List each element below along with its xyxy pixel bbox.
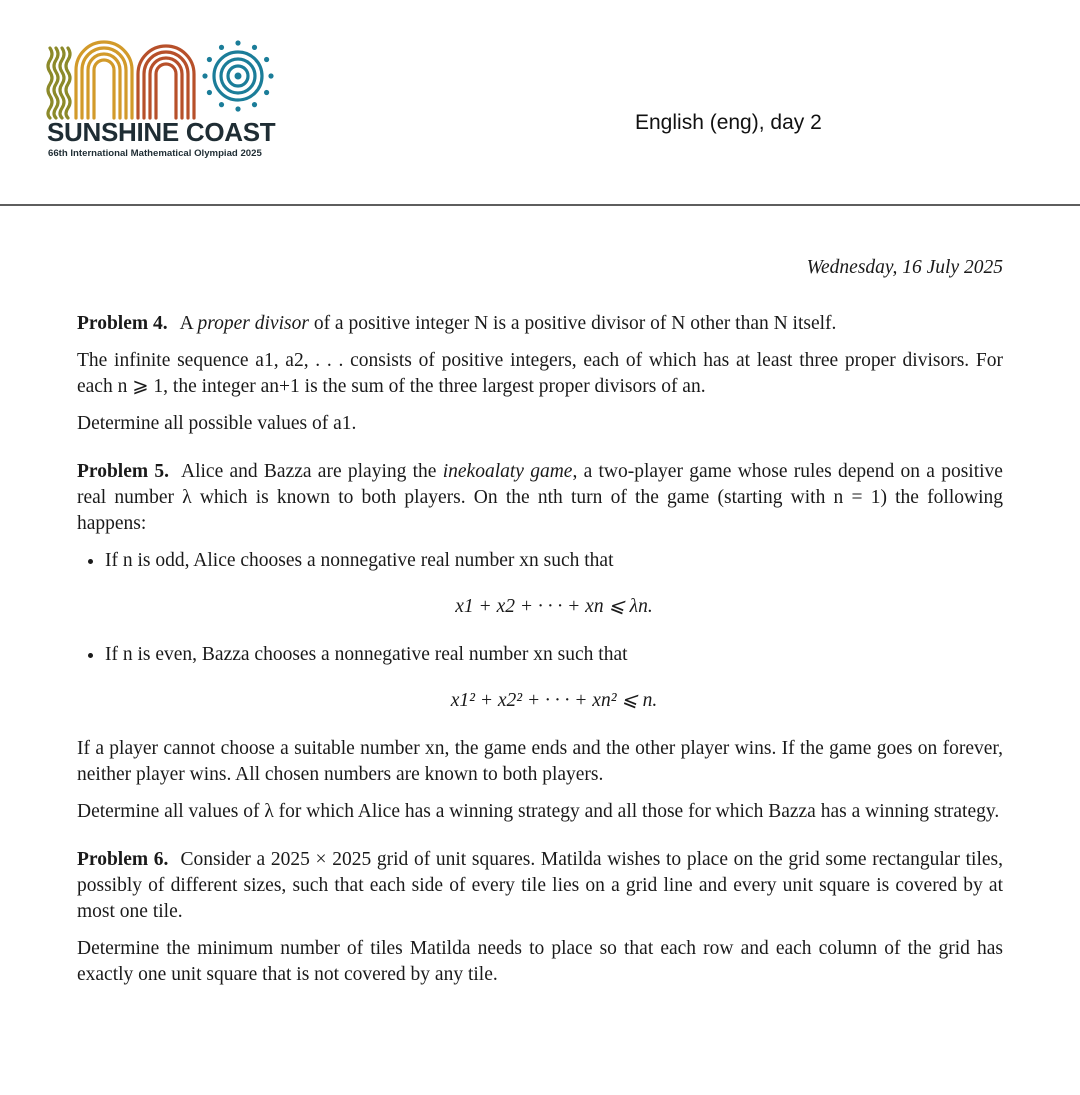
term-proper-divisor: proper divisor bbox=[197, 313, 309, 334]
problem-5-question: Determine all values of λ for which Alice has a winning strategy and all those for which Bazza has a winning strategy. bbox=[77, 801, 1000, 822]
rule-even-turn bbox=[105, 642, 1003, 714]
term-inekoalaty-game: inekoalaty game bbox=[442, 461, 573, 482]
problem-6 bbox=[77, 847, 1003, 988]
gold-arches bbox=[76, 42, 132, 118]
exam-content bbox=[77, 255, 1003, 999]
problem-6-question: Determine the minimum number of tiles Matilda needs to place so that each row and each column of the grid has exactly one unit square that is not covered by any tile. bbox=[77, 938, 1003, 985]
problem-6-title: Problem 6. bbox=[77, 849, 169, 870]
rust-arches bbox=[138, 46, 194, 118]
problem-5-statement: Problem 5. Alice and Bazza are playing the inekoalaty game, a two-player game whose rules depend on a positive real number λ which is known to both players. On the nth turn of the game (starting with n = 1) the following happens: bbox=[77, 461, 1003, 534]
problem-5-title: Problem 5. bbox=[77, 461, 170, 482]
problem-6-setup: Consider a 2025 × 2025 grid of unit squares. Matilda wishes to place on the grid some rectangular tiles, possibly of different sizes, such that each side of every tile lies on a grid line and every unit square is covered by at most one tile. bbox=[77, 849, 1003, 922]
problem-4-statement: Problem 4. A proper divisor of a positive integer N is a positive divisor of N other than N itself. bbox=[77, 313, 837, 334]
problem-5-end-condition: If a player cannot choose a suitable number xn, the game ends and the other player wins. If the game goes on forever, neither player wins. All chosen numbers are known to both players. bbox=[77, 738, 1003, 785]
problem-5 bbox=[77, 459, 1003, 825]
rule-odd-text: If n is odd, Alice chooses a nonnegative real number xn such that bbox=[105, 550, 614, 571]
problem-5-rules: , a two-player game whose rules depend on a positive real number λ which is known to both players. On the nth turn of the game (starting with n = 1) the following happens: bbox=[77, 461, 1003, 534]
logo-title: SUNSHINE COAST bbox=[47, 117, 276, 147]
rule-odd-turn bbox=[105, 548, 1003, 620]
language-day-label: English (eng), day 2 bbox=[635, 111, 822, 134]
problem-6-statement bbox=[77, 847, 1003, 925]
problem-4 bbox=[77, 311, 1003, 437]
logo-subtitle: 66th International Mathematical Olympiad 2025 bbox=[48, 148, 262, 159]
page-header bbox=[0, 0, 1080, 205]
problem-5-rules-list bbox=[77, 548, 1003, 714]
rule-even-text: If n is even, Bazza chooses a nonnegative real number xn such that bbox=[105, 644, 628, 665]
header-divider bbox=[0, 204, 1080, 206]
formula-bazza: x1² + x2² + · · · + xn² ⩽ n. bbox=[450, 690, 658, 711]
formula-alice: x1 + x2 + · · · + xn ⩽ λn. bbox=[455, 596, 653, 617]
problem-4-title: Problem 4. bbox=[77, 313, 168, 334]
exam-date: Wednesday, 16 July 2025 bbox=[806, 257, 1003, 278]
problem-4-sequence: The infinite sequence a1, a2, . . . consists of positive integers, each of which has at least three proper divisors. For each n ⩾ 1, the integer an+1 is the sum of the three largest proper divisors of an. bbox=[77, 350, 1003, 397]
problem-4-definition: of a positive integer N is a positive divisor of N other than N itself. bbox=[308, 313, 837, 334]
olive-wave-lines bbox=[48, 48, 70, 118]
problem-4-question: Determine all possible values of a1. bbox=[77, 413, 357, 434]
